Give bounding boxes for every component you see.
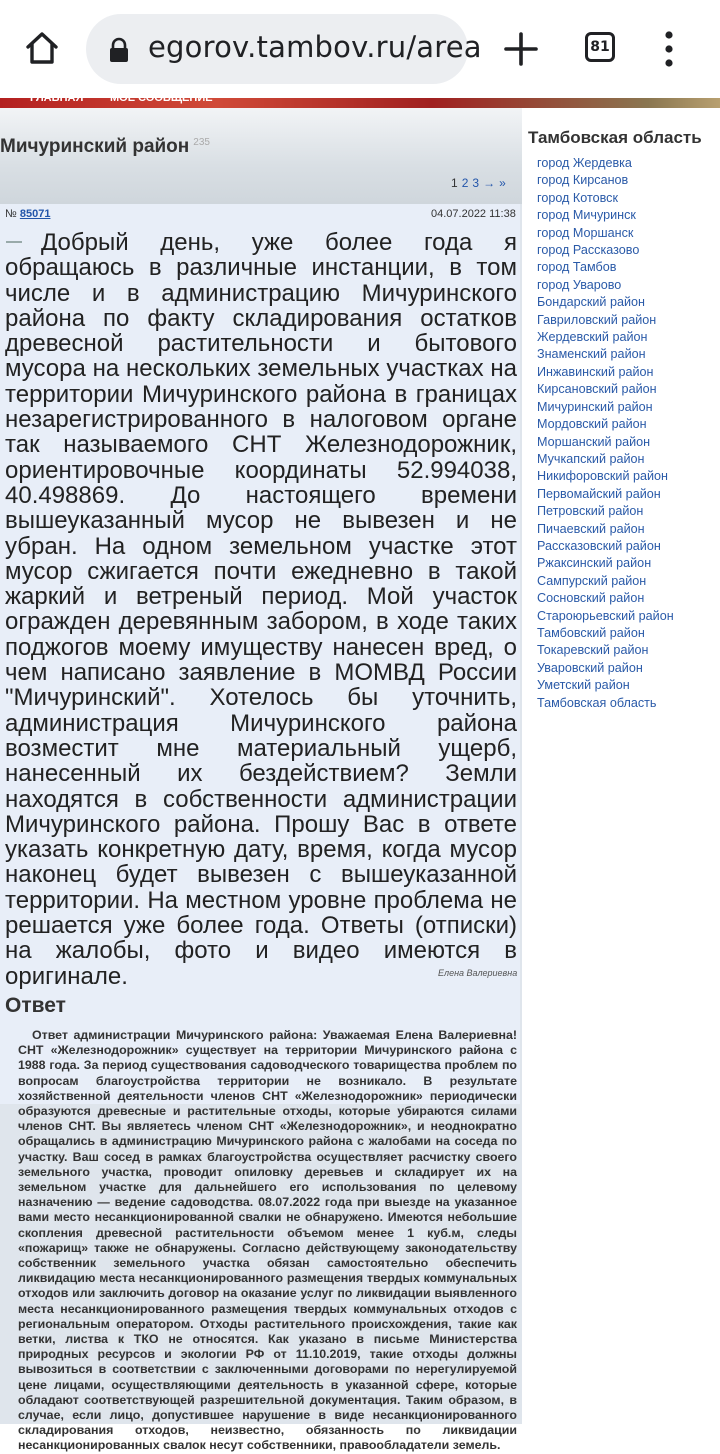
main-content (0, 108, 522, 1453)
sidebar-item[interactable]: Жердевский район (537, 330, 648, 345)
sidebar-item[interactable]: Мучкапский район (537, 451, 645, 466)
page-next-link[interactable]: → (483, 176, 496, 190)
new-tab-icon[interactable] (502, 30, 540, 68)
page-link-3[interactable]: 3 (472, 176, 480, 190)
nav-my-message-link[interactable]: МОЁ СООБЩЕНИЕ (110, 92, 213, 104)
sidebar-item[interactable]: Сампурский район (537, 573, 647, 588)
sidebar-item[interactable]: Петровский район (537, 504, 644, 519)
sidebar-item[interactable]: город Кирсанов (537, 173, 629, 188)
sidebar-item[interactable]: Тамбовская область (537, 695, 657, 710)
message-number (5, 208, 50, 220)
sidebar-heading: Тамбовская область (528, 128, 702, 147)
sidebar-item[interactable]: Никифоровский район (537, 469, 668, 484)
sidebar-item[interactable]: Моршанский район (537, 434, 651, 449)
menu-icon[interactable] (662, 30, 676, 68)
url-text: egorov.tambov.ru/area (148, 30, 482, 64)
tab-switcher-button[interactable]: 81 (585, 32, 615, 62)
sidebar-item[interactable]: город Тамбов (537, 260, 617, 275)
sidebar-item[interactable]: Уваровский район (537, 660, 643, 675)
answer-heading: Ответ (5, 994, 66, 1017)
sidebar-item[interactable]: Инжавинский район (537, 364, 654, 379)
sidebar-item[interactable]: город Уварово (537, 277, 622, 292)
sidebar-item[interactable]: Ржаксинский район (537, 556, 652, 571)
message-number-prefix: № (5, 208, 17, 220)
sidebar-item[interactable]: город Рассказово (537, 243, 640, 258)
sidebar-item[interactable]: Бондарский район (537, 295, 645, 310)
sidebar-item[interactable]: город Моршанск (537, 225, 634, 240)
region-sidebar (522, 108, 720, 1424)
page-title-text: Мичуринский район (0, 136, 190, 157)
site-header-strip (0, 92, 720, 108)
message-date: 04.07.2022 11:38 (431, 208, 516, 220)
page-current: 1 (451, 176, 458, 190)
message-count: 235 (193, 136, 210, 148)
sidebar-item[interactable]: Пичаевский район (537, 521, 645, 536)
message-number-link[interactable]: 85071 (19, 208, 51, 220)
pagination (451, 176, 506, 190)
sidebar-item[interactable]: Мордовский район (537, 417, 647, 432)
sidebar-item[interactable]: Гавриловский район (537, 312, 657, 327)
sidebar-item[interactable]: Тамбовский район (537, 625, 645, 640)
sidebar-item[interactable]: Токаревский район (537, 643, 649, 658)
sidebar-item[interactable]: город Мичуринск (537, 208, 636, 223)
sidebar-item[interactable]: Рассказовский район (537, 538, 661, 553)
sidebar-item[interactable]: Староюрьевский район (537, 608, 674, 623)
page-last-link[interactable]: » (499, 176, 506, 190)
answer-text: Ответ администрации Мичуринского района: Уважаемая Елена Валериевна! СНТ «Железнодорожник» существует на территории Мичуринского района с 1988 года. За период существования садоводческого товарищества проблем по вопросам благоустройства территории не возникало. В результате хозяйственной деятельности членов СНТ «Железнодорожник» периодически образуются древесные и растительные отходы, которые убираются силами членов СНТ. Вы являетесь членом СНТ «Железнодорожник», и неоднократно обращались в администрацию Мичуринского района с жалобами на соседа по участку. Ваш сосед в рамках благоустройства осуществляет расчистку своего земельного участка, проводит опиловку деревьев и складирует их на земельном участке для дальнейшего его использования по целевому назначению — ведение садоводства. 08.07.2022 года при выезде на указанное вами место несанкционированной свалки не обнаружено. Имеются небольшие скопления древесной растительности объемом менее 1 куб.м, следы «пожарищ» также не обнаружены. Согласно действующему законодательству собственник земельного участка обязан самостоятельно обеспечить ликвидацию места несанкционированного размещения твердых коммунальных отходов или заключить договор на оказание услуг по ликвидации выявленного места несанкционированного размещения твердых коммунальных отходов с региональным оператором. Отходы растительного происхождения, такие как ветки, листва к ТКО не относятся. Как указано в письме Министерства природных ресурсов и экологии РФ от 11.10.2019, такие отходы должны вывозиться в соответствии с заключенными договорами по нерегулируемой цене лицами, осуществляющими деятельность в указанной сфере, которые обладают соответствующей разрешительной документация. Таким образом, в случае, если лицо, допустившее нарушение в виде несанкционированного складирования отходов, неизвестно, обязанность по ликвидации несанкционированных свалок несут собственники, правообладатели земель. (18, 1028, 517, 1453)
lock-icon (108, 38, 130, 62)
sidebar-item[interactable]: город Жердевка (537, 156, 632, 170)
nav-home-link[interactable]: ГЛАВНАЯ (30, 92, 84, 104)
sidebar-item[interactable]: Мичуринский район (537, 399, 653, 414)
sidebar-item[interactable]: Сосновский район (537, 591, 645, 606)
message-author: Елена Валериевна (438, 968, 518, 978)
sidebar-list (537, 155, 674, 712)
sidebar-item[interactable]: Кирсановский район (537, 382, 657, 397)
sidebar-item[interactable]: Уметский район (537, 678, 630, 693)
sidebar-item[interactable]: город Котовск (537, 190, 618, 205)
address-bar[interactable] (86, 14, 482, 84)
browser-toolbar (0, 0, 720, 98)
page-link-2[interactable]: 2 (461, 176, 469, 190)
page-title (0, 136, 210, 158)
sidebar-item[interactable]: Знаменский район (537, 347, 646, 362)
home-icon[interactable] (22, 28, 62, 68)
message-text: Добрый день, уже более года я обращаюсь в различные инстанции, в том числе и в администрацию Мичуринского района по факту складирования остатков древесной растительности и бытового мусора на нескольких земельных участках на территории Мичуринского района в границах незарегистрированного в налоговом органе так называемого СНТ Железнодорожник, ориентировочные координаты 52.994038, 40.498869. До настоящего времени вышеуказанный мусор не вывезен и не убран. На одном земельном участке этот мусор сжигается почти ежедневно в такой жаркий и ветреный период. Мой участок огражден деревянным забором, в ходе таких поджогов моему имуществу нанесен вред, о чем написано заявление в МОМВД России "Мичуринский". Хотелось бы уточнить, администрация Мичуринского района возместит мне материальный ущерб, нанесенный их бездействием? Земли находятся в собственности администрации Мичуринского района. Прошу Вас в ответе указать конкретную дату, время, когда мусор наконец будет вывезен с вышеуказанной территории. На местном уровне проблема не решается уже более года. Ответы (отписки) на жалобы, фото и видео имеются в оригинале. (5, 229, 517, 990)
sidebar-item[interactable]: Первомайский район (537, 486, 661, 501)
